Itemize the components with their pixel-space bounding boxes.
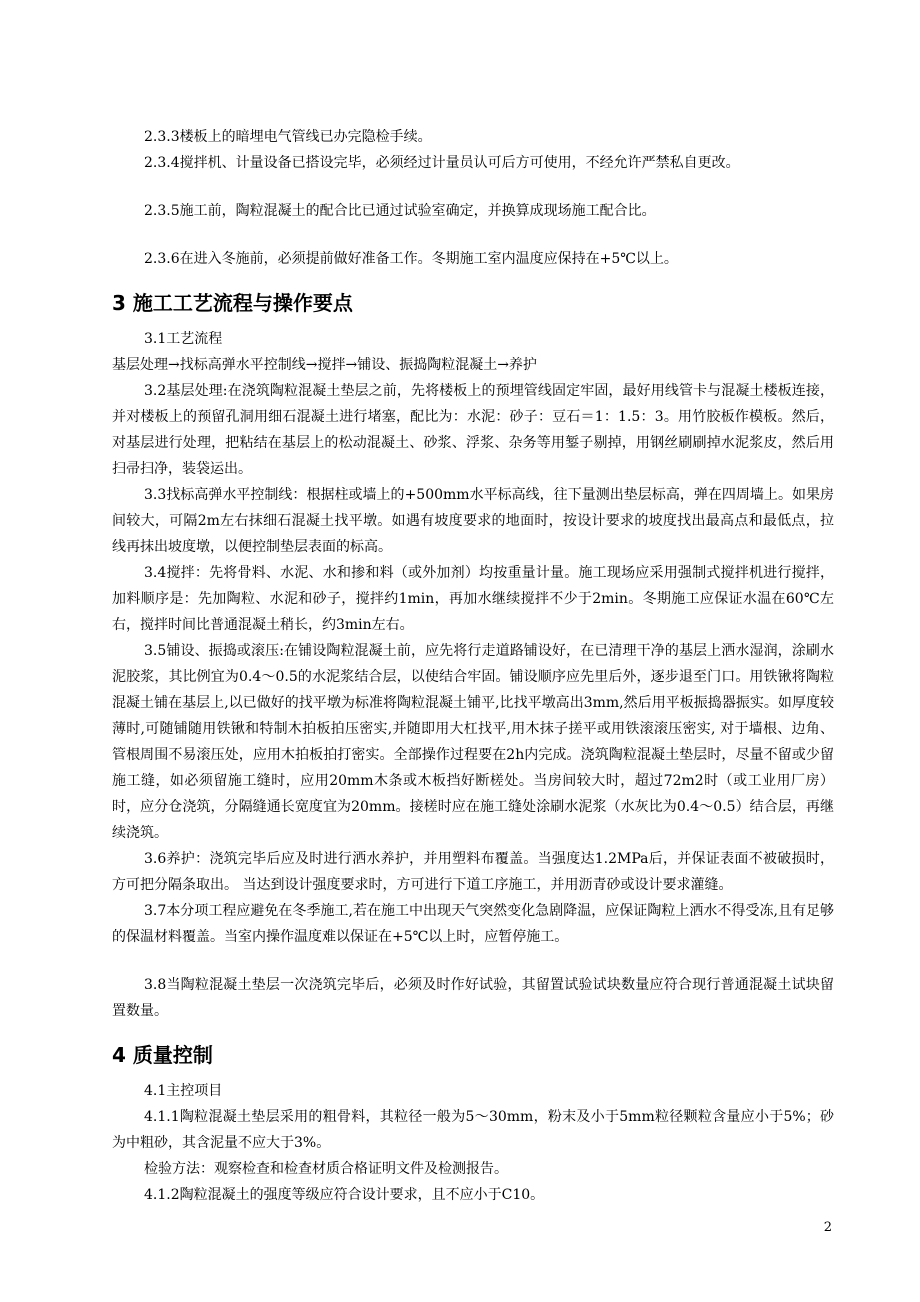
paragraph-2-3-6: 2.3.6在进入冬施前，必须提前做好准备工作。冬期施工室内温度应保持在+5℃以上。 <box>144 251 678 267</box>
inspection-method: 检验方法：观察检查和检查材质合格证明文件及检测报告。 <box>144 1161 508 1177</box>
paragraph-2-3-3: 2.3.3楼板上的暗埋电气管线已办完隐检手续。 <box>144 129 432 145</box>
paragraph-3-3: 3.3找标高弹水平控制线：根据柱或墙上的+500mm水平标高线，往下量测出垫层标高，弹在四周墙上。如果房间较大，可隔2m左右抹细石混凝土找平墩。如遇有坡度要求的地面时，按设计要求的坡度找出最高点和最低点，拉线再抹出坡度墩，以便控制垫层表面的标高。 <box>112 487 834 555</box>
page-number: 2 <box>823 1220 832 1235</box>
paragraph-3-2: 3.2基层处理:在浇筑陶粒混凝土垫层之前，先将楼板上的预埋管线固定牢固，最好用线管卡与混凝土楼板连接，并对楼板上的预留孔洞用细石混凝土进行堵塞，配比为：水泥：砂子：豆石＝1：1.5：3。用竹胶板作模板。然后，对基层进行处理，把粘结在基层上的松动混凝土、砂浆、浮浆、杂务等用錾子剔掉，用钢丝刷刷掉水泥浆皮，然后用扫帚扫净，装袋运出。 <box>112 383 834 477</box>
paragraph-3-4: 3.4搅拌：先将骨料、水泥、水和掺和料（或外加剂）均按重量计量。施工现场应采用强制式搅拌机进行搅拌，加料顺序是：先加陶粒、水泥和砂子，搅拌约1min，再加水继续搅拌不少于2min。冬期施工应保证水温在60℃左右，搅拌时间比普通混凝土稍长，约3min左右。 <box>112 565 834 633</box>
paragraph-2-3-5: 2.3.5施工前，陶粒混凝土的配合比已通过试验室确定，并换算成现场施工配合比。 <box>144 203 656 219</box>
section-3-heading: 3 施工工艺流程与操作要点 <box>112 291 353 315</box>
paragraph-3-5: 3.5铺设、振捣或滚压:在铺设陶粒混凝土前，应先将行走道路铺设好，在已清理干净的基层上洒水湿润，涂刷水泥胶浆，其比例宜为0.4～0.5的水泥浆结合层，以使结合牢固。铺设顺序应先里后外，逐步退至门口。用铁锹将陶粒混凝土铺在基层上,以已做好的找平墩为标准将陶粒混凝土铺平,比找平墩高出3mm,然后用平板振捣器振实。如厚度较薄时,可随铺随用铁锹和特制木拍板拍压密实,并随即用大杠找平,用木抹子搓平或用铁滚滚压密实, 对于墙根、边角、管根周围不易滚压处，应用木拍板拍打密实。全部操作过程要在2h内完成。浇筑陶粒混凝土垫层时，尽量不留或少留施工缝，如必须留施工缝时，应用20mm木条或木板挡好断槎处。当房间较大时，超过72m2时（或工业用厂房）时，应分仓浇筑，分隔缝通长宽度宜为20mm。接槎时应在施工缝处涂刷水泥浆（水灰比为0.4～0.5）结合层，再继续浇筑。 <box>112 643 834 841</box>
paragraph-2-3-4: 2.3.4搅拌机、计量设备已搭设完毕，必须经过计量员认可后方可使用，不经允许严禁私自更改。 <box>144 155 740 171</box>
paragraph-3-6: 3.6养护：浇筑完毕后应及时进行洒水养护，并用塑料布覆盖。当强度达1.2MPa后，并保证表面不被破损时，方可把分隔条取出。 当达到设计强度要求时，方可进行下道工序施工，并用沥青砂或设计要求灌缝。 <box>112 851 834 893</box>
paragraph-3-7: 3.7本分项工程应避免在冬季施工,若在施工中出现天气突然变化急剧降温，应保证陶粒上洒水不得受冻,且有足够的保温材料覆盖。当室内操作温度难以保证在+5℃以上时，应暂停施工。 <box>112 903 834 945</box>
process-flow: 基层处理→找标高弹水平控制线→搅拌→铺设、振捣陶粒混凝土→养护 <box>112 357 537 373</box>
paragraph-3-1-title: 3.1工艺流程 <box>144 331 223 347</box>
paragraph-4-1-title: 4.1主控项目 <box>144 1083 223 1099</box>
paragraph-3-8: 3.8当陶粒混凝土垫层一次浇筑完毕后，必须及时作好试验，其留置试验试块数量应符合现行普通混凝土试块留置数量。 <box>112 977 834 1019</box>
paragraph-4-1-1: 4.1.1陶粒混凝土垫层采用的粗骨料，其粒径一般为5～30mm，粉末及小于5mm粒径颗粒含量应小于5%；砂为中粗砂，其含泥量不应大于3%。 <box>112 1109 834 1151</box>
section-4-heading: 4 质量控制 <box>112 1043 213 1067</box>
page-content <box>112 124 834 1208</box>
paragraph-4-1-2: 4.1.2陶粒混凝土的强度等级应符合设计要求，且不应小于C10。 <box>144 1187 545 1203</box>
